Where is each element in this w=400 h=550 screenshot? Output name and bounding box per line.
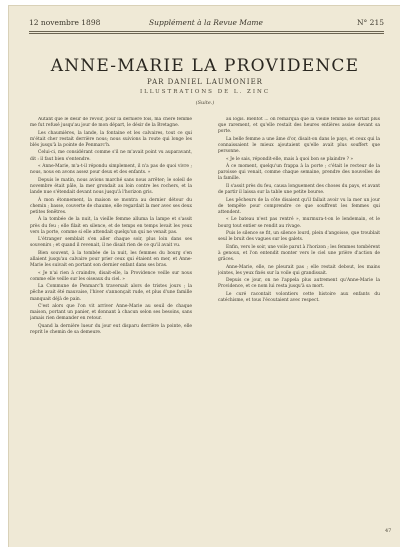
paragraph: Depuis le matin, nous avions marché sans nous arrêter; le soleil de novembre était pâle, la mer grondait au loin contre les rochers, et la lande nue s'étendait devant nous jusqu'à l'horizon gris. xyxy=(30,177,192,196)
paragraph: L'étranger semblait s'en aller chaque soir, plus loin dans ses souvenirs ; et quand il revenait, il ne disait rien de ce qu'il avait vu. xyxy=(30,237,192,249)
text-column-left xyxy=(30,117,192,542)
magazine-page xyxy=(8,5,400,547)
paragraph: Bien souvent, à la tombée de la nuit, les femmes du bourg s'en allaient jusqu'au calvaire pour prier ceux qui étaient en mer, et Anne-Marie les suivait en portant son dernier enfant dans ses bras. xyxy=(30,250,192,269)
paragraph: À mon étonnement, la maison se montra au dernier détour du chemin ; basse, couverte de chaume, elle regardait la mer avec ses deux petites fenêtres. xyxy=(30,197,192,215)
paragraph: « Je n'ai rien à craindre, disait-elle, la Providence veille sur nous comme elle veille sur les oiseaux du ciel. » xyxy=(30,270,192,282)
page-number: 47 xyxy=(385,528,392,534)
article-byline: PAR DANIEL LAUMONIER xyxy=(147,78,263,86)
paragraph: « Anne-Marie, m'a-t-il répondu simplement, il n'a pas de quoi vivre ; nous, nous en avons assez pour deux et des enfants. » xyxy=(30,164,192,176)
paragraph: Celui-ci, me considérant comme s'il ne m'avait point vu auparavant, dit : il faut bien s'entendre. xyxy=(30,150,192,162)
article-title: ANNE-MARIE LA PROVIDENCE xyxy=(50,56,360,76)
paragraph: La belle femme a une âme d'or, disait-on dans le pays, et ceux qui la connaissaient le mieux ajoutaient qu'elle avait plus souffert que personne. xyxy=(218,136,380,154)
paragraph: À ce moment, quelqu'un frappa à la porte ; c'était le recteur de la paroisse qui venait, comme chaque semaine, prendre des nouvelles de la famille. xyxy=(218,164,380,182)
paragraph: Il s'assit près du feu, causa longuement des choses du pays, et avant de partir il laissa sur la table une petite bourse. xyxy=(218,183,380,196)
paragraph: Les chaumières, la lande, la fontaine et les calvaires, tout ce qui m'était cher restait derrière nous; nous suivions la route qui longe les blés jusqu'à la pointe de Penmarc'h. xyxy=(30,130,192,148)
text-column-right xyxy=(218,117,380,542)
paragraph: Les pêcheurs de la côte disaient qu'il fallait avoir vu la mer un jour de tempête pour comprendre ce que souffrent les femmes qui attendent. xyxy=(218,197,380,215)
paragraph: C'est alors que l'on vit arriver Anne-Marie au seuil de chaque maison, portant un panier, et donnant à chacun selon ses besoins, sans jamais rien demander en retour. xyxy=(30,304,192,322)
paragraph: Autant que le désir de revoir, pour la dernière fois, ma chère femme me fut refusé jusqu'au jour de mon départ, le désir de la Bretagne. xyxy=(30,117,192,129)
issue-date: 12 novembre 1898 xyxy=(29,18,101,27)
paragraph: « Le bateau n'est pas rentré », murmura-t-on le lendemain, et le bourg tout entier se rendit au rivage. xyxy=(218,217,380,229)
paragraph: Quand la dernière lueur du jour eut disparu derrière la pointe, elle reprit le chemin de sa demeure. xyxy=(30,323,192,335)
page-header xyxy=(29,18,384,30)
continuation-note: (Suite.) xyxy=(195,100,215,106)
illustration-credit: ILLUSTRATIONS DE L. ZINC xyxy=(139,89,271,95)
header-rule-double xyxy=(29,33,384,34)
supplement-title: Supplément à la Revue Mame xyxy=(149,18,263,27)
header-rule xyxy=(29,31,384,32)
paragraph: au logis. Bientôt ... on remarqua que la vieille femme ne sortait plus que rarement, et qu'elle restait des heures entières assise devant sa porte. xyxy=(218,117,380,135)
paragraph: Enfin, vers le soir, une voile parut à l'horizon ; les femmes tombèrent à genoux, et l'on entendit monter vers le ciel une prière d'action de grâces. xyxy=(218,244,380,262)
paragraph: À la tombée de la nuit, la vieille femme alluma la lampe et s'assit près du feu ; elle filait en silence, et de temps en temps levait les yeux vers la porte, comme si elle attendait quelqu'un qui ne venait pas. xyxy=(30,217,192,235)
paragraph: Depuis ce jour, on ne l'appela plus autrement qu'Anne-Marie la Providence, et ce nom lui resta jusqu'à sa mort. xyxy=(218,278,380,290)
paragraph: Le curé racontait volontiers cette histoire aux enfants du catéchisme, et tous l'écoutaient avec respect. xyxy=(218,291,380,304)
issue-number: N° 215 xyxy=(356,18,384,27)
paragraph: Puis le silence se fit, un silence lourd, plein d'angoisse, que troublait seul le bruit des vagues sur les galets. xyxy=(218,231,380,243)
paragraph: La Commune de Penmarc'h traversait alors de tristes jours ; la pêche avait été mauvaise, l'hiver s'annonçait rude, et plus d'une famille manquait déjà de pain. xyxy=(30,284,192,302)
paragraph: « Je le sais, répondit-elle, mais à quoi bon se plaindre ? » xyxy=(226,156,354,162)
paragraph: Anne-Marie, elle, ne pleurait pas ; elle restait debout, les mains jointes, les yeux fixés sur la voile qui grandissait. xyxy=(218,264,380,276)
